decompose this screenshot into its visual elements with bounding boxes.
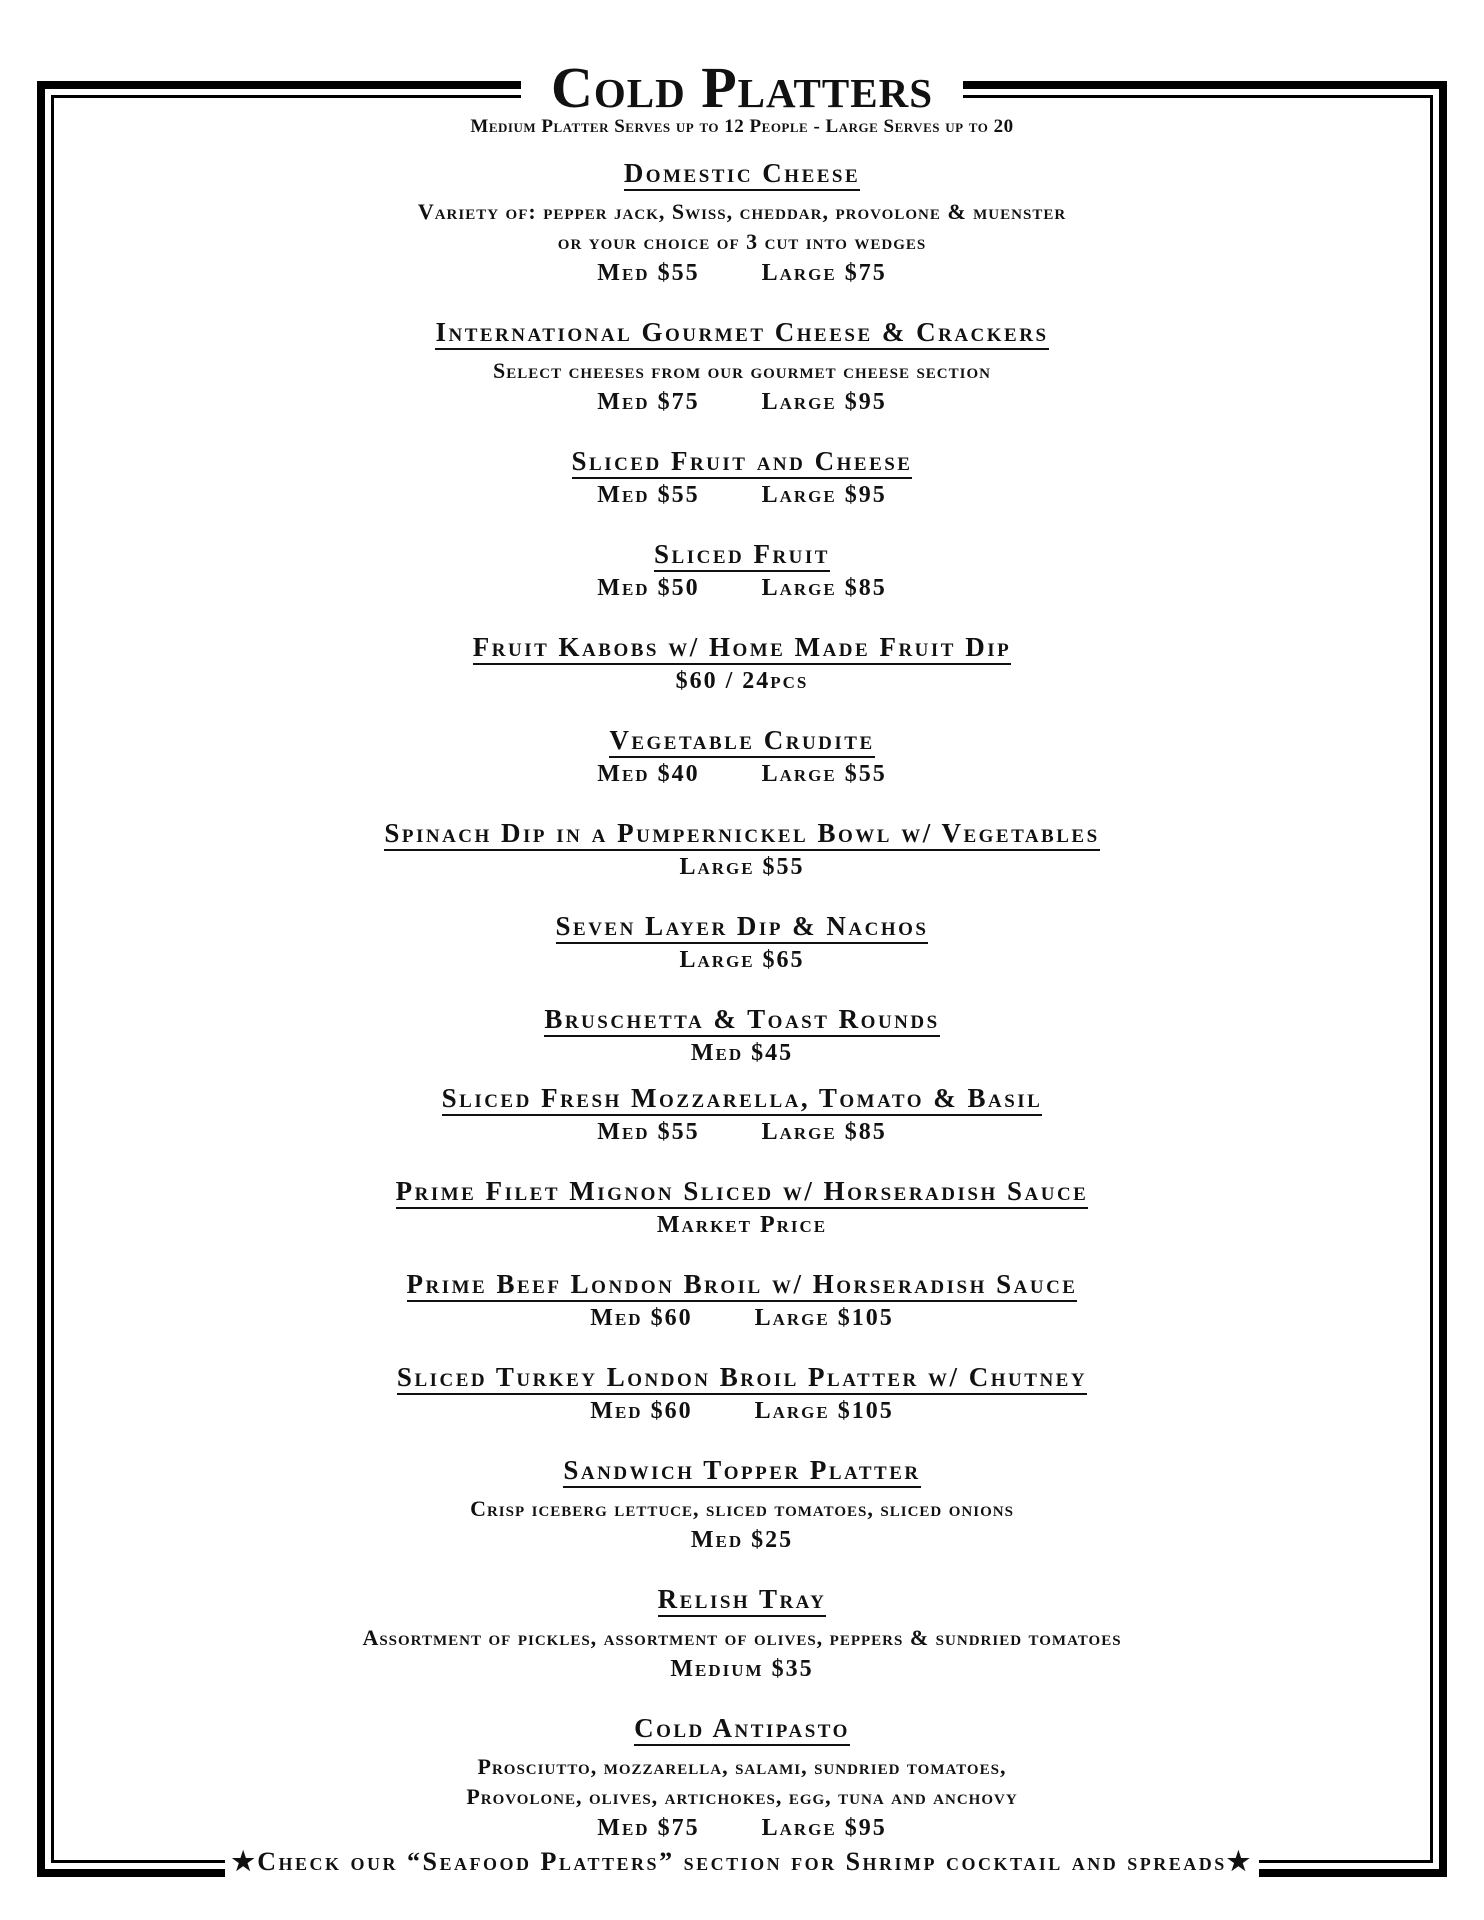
menu-item: [60, 1584, 1424, 1685]
page-title: Cold Platters: [521, 56, 963, 120]
price-label: Large $75: [761, 260, 887, 286]
menu-item-prices: [60, 572, 1424, 604]
menu-item: [60, 1362, 1424, 1427]
menu-item: [60, 1713, 1424, 1844]
menu-item: [60, 632, 1424, 697]
price-label: Med $55: [597, 260, 700, 286]
menu-item-prices: [60, 1395, 1424, 1427]
menu-item: [60, 1455, 1424, 1556]
menu-item: [60, 818, 1424, 883]
menu-item-name: Relish Tray: [658, 1584, 827, 1617]
menu-item: [60, 1004, 1424, 1069]
menu-item-description: Assortment of pickles, assortment of olives, peppers & sundried tomatoes: [362, 1625, 1122, 1650]
price-label: Med $55: [597, 1119, 700, 1145]
menu-item-prices: [60, 1524, 1424, 1556]
menu-item-name: Domestic Cheese: [624, 158, 860, 191]
footer: [0, 1847, 1484, 1877]
page-subtitle: Medium Platter Serves up to 12 People - Large Serves up to 20: [470, 116, 1014, 137]
menu-item-name: Spinach Dip in a Pumpernickel Bowl w/ Vegetables: [384, 818, 1099, 851]
price-label: Large $85: [761, 575, 887, 601]
menu-item: [60, 539, 1424, 604]
price-label: Large $65: [679, 947, 805, 973]
menu-item-description: Provolone, olives, artichokes, egg, tuna and anchovy: [466, 1784, 1018, 1809]
price-label: Large $105: [754, 1398, 894, 1424]
price-label: Med $25: [690, 1527, 794, 1553]
menu-item-name: Fruit Kabobs w/ Home Made Fruit Dip: [473, 632, 1011, 665]
menu-item-description: Crisp iceberg lettuce, sliced tomatoes, sliced onions: [470, 1496, 1014, 1521]
price-label: Med $45: [690, 1040, 794, 1066]
menu-item: [60, 446, 1424, 511]
price-label: Large $95: [761, 389, 887, 415]
menu-item-prices: [60, 1302, 1424, 1334]
menu-item-name: Sandwich Topper Platter: [563, 1455, 920, 1488]
menu-item-prices: [60, 758, 1424, 790]
menu-item-description: Select cheeses from our gourmet cheese section: [493, 358, 991, 383]
menu-item-name: Sliced Turkey London Broil Platter w/ Chutney: [397, 1362, 1087, 1395]
menu-item-name: Vegetable Crudite: [609, 725, 874, 758]
price-label: Large $95: [761, 482, 887, 508]
price-label: Med $60: [590, 1398, 693, 1424]
menu-item-prices: [60, 1209, 1424, 1241]
menu-item-prices: [60, 479, 1424, 511]
price-label: Med $60: [590, 1305, 693, 1331]
menu-list: [60, 158, 1424, 1872]
price-label: Med $50: [597, 575, 700, 601]
menu-item-prices: [60, 257, 1424, 289]
menu-item-description: Prosciutto, mozzarella, salami, sundried tomatoes,: [477, 1754, 1007, 1779]
menu-item-prices: [60, 386, 1424, 418]
menu-item-name: Prime Filet Mignon Sliced w/ Horseradish Sauce: [396, 1176, 1089, 1209]
menu-item-name: Sliced Fruit: [654, 539, 830, 572]
title-wrap: [0, 56, 1484, 120]
menu-item: [60, 725, 1424, 790]
price-label: Market Price: [656, 1212, 828, 1238]
menu-item: [60, 1083, 1424, 1148]
menu-item: [60, 1269, 1424, 1334]
price-label: Med $40: [597, 761, 700, 787]
price-label: Medium $35: [670, 1656, 814, 1682]
menu-item-description: Variety of: pepper jack, Swiss, cheddar, provolone & muenster: [417, 199, 1067, 224]
menu-item-prices: [60, 665, 1424, 697]
price-label: Large $85: [761, 1119, 887, 1145]
menu-item-prices: [60, 1116, 1424, 1148]
footer-note: ★Check our “Seafood Platters” section for Shrimp cocktail and spreads★: [225, 1847, 1258, 1877]
menu-item-prices: [60, 944, 1424, 976]
price-label: Large $95: [761, 1815, 887, 1841]
price-label: Med $75: [597, 389, 700, 415]
menu-item-name: Sliced Fresh Mozzarella, Tomato & Basil: [442, 1083, 1043, 1116]
menu-item: [60, 158, 1424, 289]
price-label: $60 / 24pcs: [675, 668, 809, 694]
menu-item-prices: [60, 1037, 1424, 1069]
menu-item-name: Prime Beef London Broil w/ Horseradish Sauce: [407, 1269, 1078, 1302]
menu-item-prices: [60, 1812, 1424, 1844]
menu-item-name: Bruschetta & Toast Rounds: [544, 1004, 939, 1037]
menu-item: [60, 317, 1424, 418]
menu-item: [60, 1176, 1424, 1241]
price-label: Large $105: [754, 1305, 894, 1331]
menu-item-name: Seven Layer Dip & Nachos: [556, 911, 929, 944]
menu-item-prices: [60, 1653, 1424, 1685]
menu-item: [60, 911, 1424, 976]
menu-item-name: Sliced Fruit and Cheese: [572, 446, 913, 479]
menu-item-description: or your choice of 3 cut into wedges: [557, 229, 927, 254]
price-label: Med $55: [597, 482, 700, 508]
price-label: Med $75: [597, 1815, 700, 1841]
price-label: Large $55: [679, 854, 805, 880]
menu-item-name: International Gourmet Cheese & Crackers: [435, 317, 1048, 350]
menu-item-name: Cold Antipasto: [634, 1713, 850, 1746]
price-label: Large $55: [761, 761, 887, 787]
menu-item-prices: [60, 851, 1424, 883]
